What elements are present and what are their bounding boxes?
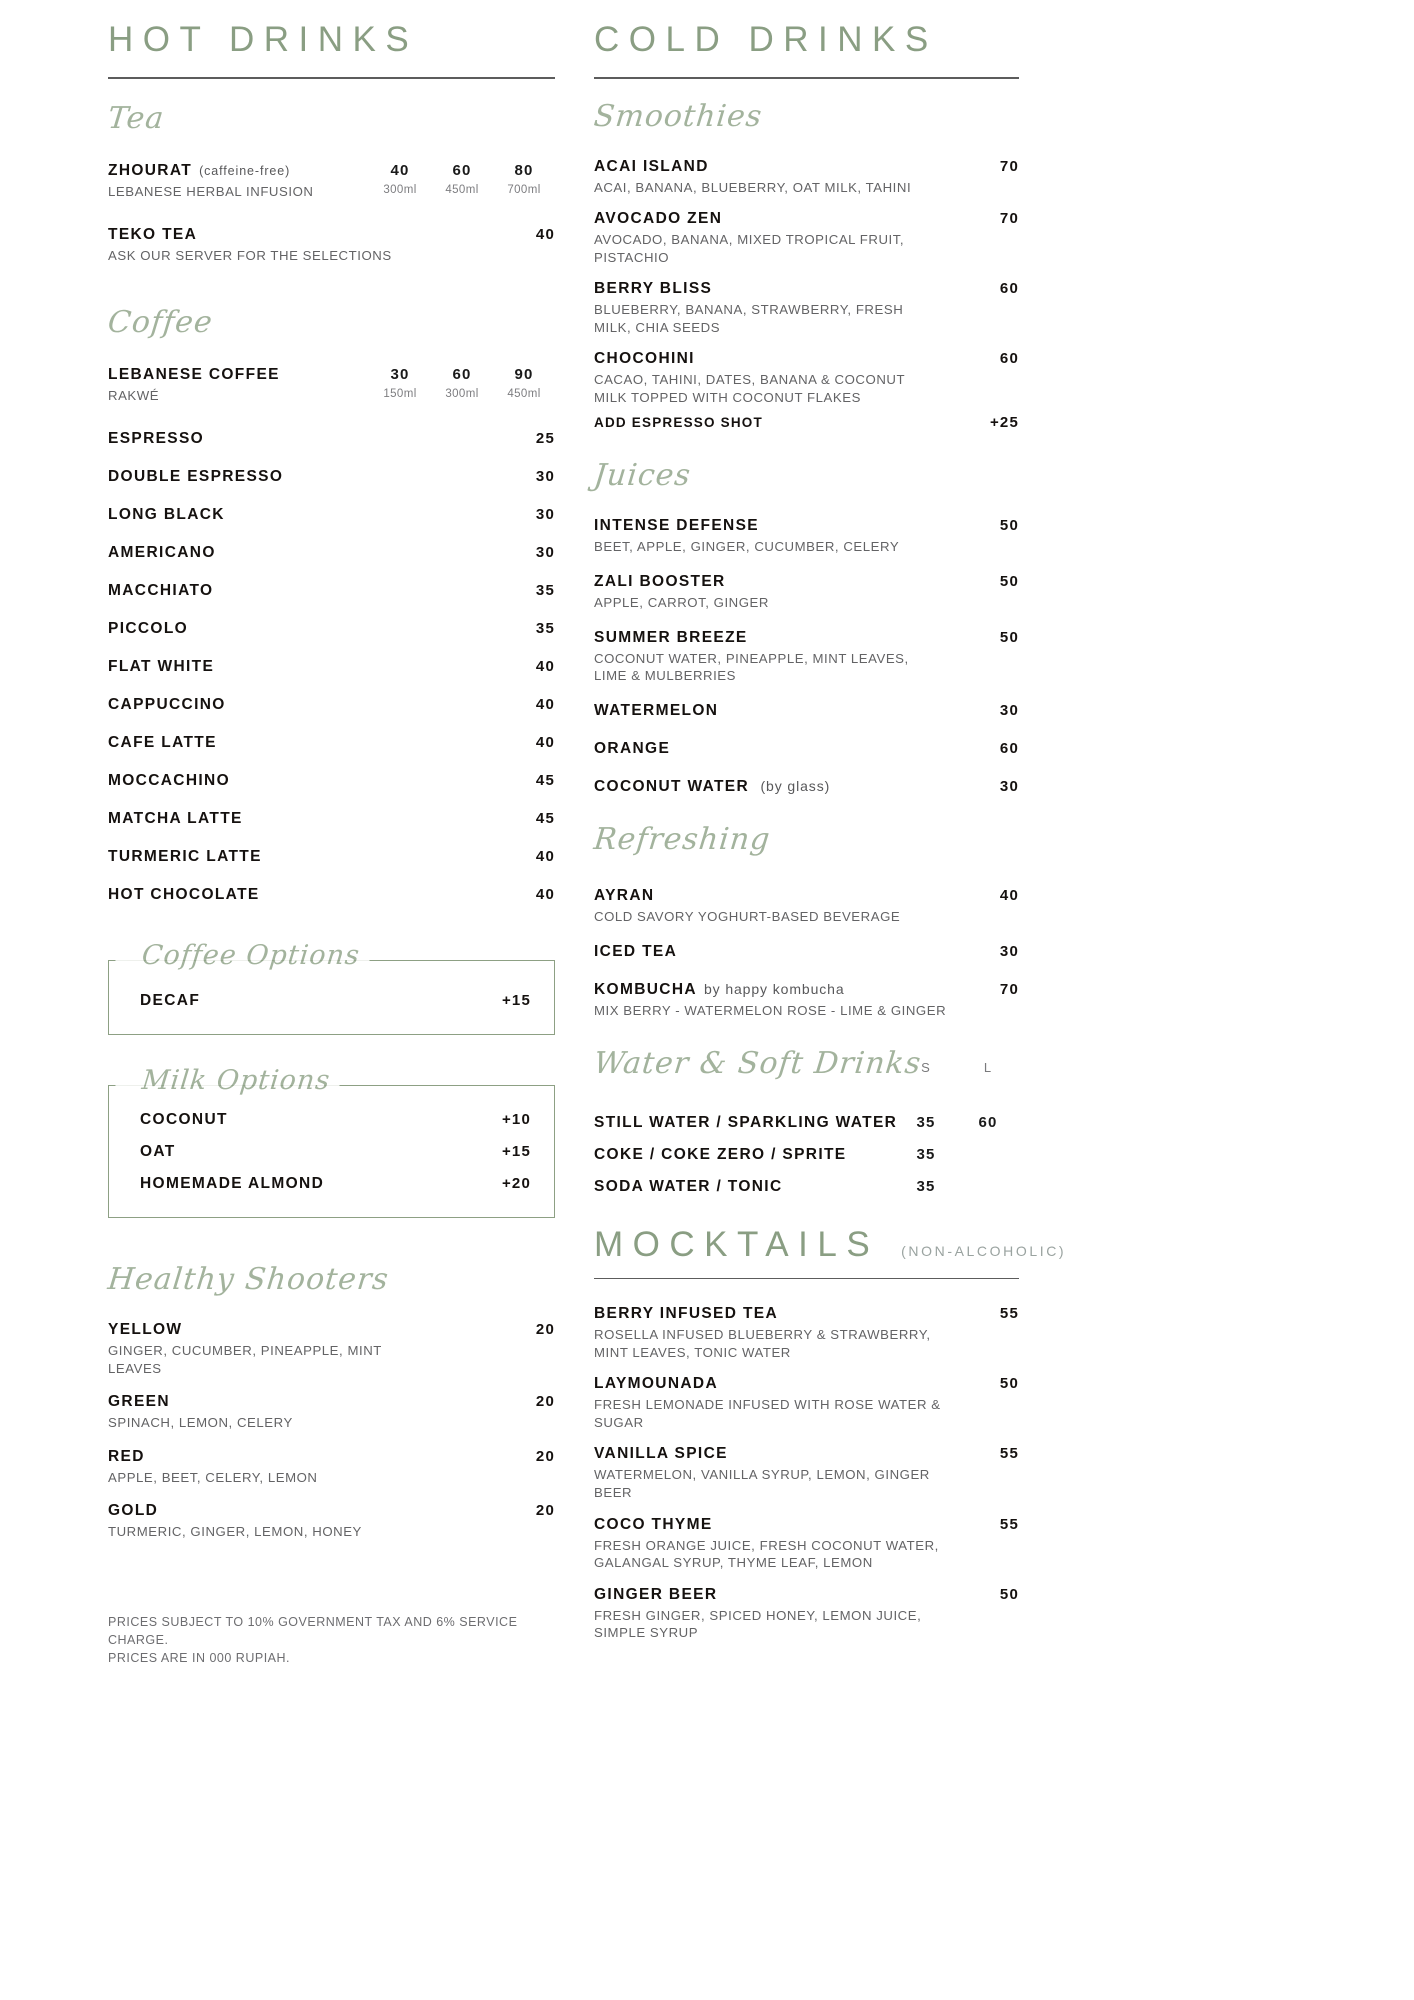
item-price: 40	[535, 696, 555, 714]
price-value: 90	[514, 365, 534, 383]
item-description: BLUEBERRY, BANANA, STRAWBERRY, FRESH MILK, CHIA SEEDS	[594, 302, 904, 335]
size-col-l: L	[983, 1059, 993, 1075]
item-name: BERRY INFUSED TEA	[594, 1305, 778, 1323]
item-name: ORANGE	[594, 739, 671, 757]
item-name: STILL WATER / SPARKLING WATER	[594, 1113, 898, 1131]
mocktails-banner	[594, 1224, 1067, 1280]
menu-row-soda-tonic	[594, 1171, 1019, 1203]
price-column	[493, 162, 555, 196]
menu-row	[108, 762, 555, 800]
menu-item-acai-island	[594, 158, 1019, 197]
price-unit: 300ml	[383, 183, 417, 196]
option-row-almond	[140, 1168, 531, 1200]
item-description: GINGER, CUCUMBER, PINEAPPLE, MINT LEAVES	[108, 1343, 382, 1376]
item-price: 45	[535, 810, 555, 828]
option-price: +20	[501, 1175, 531, 1193]
menu-item-vanilla-spice	[594, 1445, 1019, 1501]
item-name: LONG BLACK	[108, 506, 225, 524]
item-name: COKE / COKE ZERO / SPRITE	[594, 1145, 847, 1163]
item-price: 45	[535, 772, 555, 790]
item-description: SPINACH, LEMON, CELERY	[108, 1415, 293, 1431]
option-name: OAT	[140, 1143, 176, 1161]
milk-options-box	[108, 1065, 555, 1218]
menu-item-coco-thyme	[594, 1516, 1019, 1572]
item-price: 40	[535, 658, 555, 676]
item-note: (by glass)	[760, 777, 831, 794]
menu-row	[108, 572, 555, 610]
price-value: 60	[452, 161, 472, 179]
item-price: 30	[535, 544, 555, 562]
hot-drinks-column	[108, 0, 555, 1667]
item-name: MACCHIATO	[108, 582, 214, 600]
item-note: (caffeine-free)	[199, 163, 291, 178]
item-name: AMERICANO	[108, 544, 216, 562]
mocktails-list	[594, 1305, 1019, 1641]
item-price: 30	[999, 701, 1019, 719]
item-name: CAFE LATTE	[108, 734, 217, 752]
menu-item-gold	[108, 1502, 555, 1541]
option-price: +10	[501, 1111, 531, 1129]
cold-drinks-title: COLD DRINKS	[594, 20, 938, 59]
menu-row	[108, 648, 555, 686]
item-name: SUMMER BREEZE	[594, 628, 748, 646]
menu-item-summer-breeze	[594, 629, 1019, 685]
price-small: 35	[916, 1145, 936, 1163]
option-name: COCONUT	[140, 1111, 228, 1129]
cold-drinks-rule	[594, 77, 1019, 79]
price-value: 30	[390, 365, 410, 383]
price-small: 35	[916, 1113, 936, 1131]
coffee-list	[108, 420, 555, 914]
item-name: SODA WATER / TONIC	[594, 1177, 783, 1195]
price-large	[957, 1171, 1019, 1203]
item-name: AVOCADO ZEN	[594, 210, 723, 228]
item-price: 25	[535, 430, 555, 448]
juices-script-heading: Juices	[592, 458, 693, 494]
item-price: 70	[999, 210, 1019, 228]
item-price: 50	[999, 1585, 1019, 1603]
item-price: 20	[535, 1502, 555, 1520]
item-description: TURMERIC, GINGER, LEMON, HONEY	[108, 1524, 362, 1540]
size-columns-header	[895, 1060, 1019, 1075]
menu-item-orange	[594, 740, 1019, 758]
item-price: 20	[535, 1393, 555, 1411]
shooters-list	[108, 1321, 555, 1541]
price-group	[895, 1107, 1019, 1139]
item-name: BERRY BLISS	[594, 280, 713, 298]
menu-item-lebanese-coffee	[108, 366, 555, 405]
menu-row	[108, 534, 555, 572]
menu-item-watermelon	[594, 702, 1019, 720]
menu-row	[108, 800, 555, 838]
mocktails-title: MOCKTAILS	[594, 1224, 880, 1264]
item-price: 55	[999, 1445, 1019, 1463]
menu-item-coconut-water	[594, 778, 1019, 796]
addon-name: ADD ESPRESSO SHOT	[594, 415, 763, 431]
menu-item-ginger-beer	[594, 1586, 1019, 1642]
item-description: FRESH ORANGE JUICE, FRESH COCONUT WATER, GALANGAL SYRUP, THYME LEAF, LEMON	[594, 1537, 939, 1571]
price-group	[895, 1139, 1019, 1171]
item-name: LEBANESE COFFEE	[108, 365, 280, 383]
menu-row	[108, 838, 555, 876]
refreshing-list	[594, 887, 1019, 1020]
item-price: 60	[999, 739, 1019, 757]
item-description: APPLE, BEET, CELERY, LEMON	[108, 1469, 318, 1485]
item-price: 60	[999, 350, 1019, 368]
menu-item-berry-bliss	[594, 280, 1019, 336]
item-name: ICED TEA	[594, 943, 678, 961]
menu-item-green	[108, 1393, 555, 1432]
price-unit: 700ml	[507, 183, 541, 196]
item-price: 50	[999, 1375, 1019, 1393]
item-name: ZALI BOOSTER	[594, 572, 726, 590]
item-price: 30	[535, 468, 555, 486]
item-name: INTENSE DEFENSE	[594, 517, 759, 535]
item-name: ESPRESSO	[108, 430, 205, 448]
price-column	[493, 366, 555, 400]
price-footnote	[108, 1613, 555, 1667]
item-description: WATERMELON, VANILLA SYRUP, LEMON, GINGER BEER	[594, 1467, 930, 1501]
item-name: PICCOLO	[108, 620, 189, 638]
cold-drinks-column	[592, 0, 1067, 1646]
item-price: 55	[999, 1515, 1019, 1533]
footnote-line-1: PRICES SUBJECT TO 10% GOVERNMENT TAX AND 6% SERVICE CHARGE.	[108, 1614, 518, 1648]
item-name: HOT CHOCOLATE	[108, 886, 260, 904]
option-row-decaf	[140, 985, 531, 1017]
tea-script-heading: Tea	[106, 100, 167, 136]
price-value: 60	[452, 365, 472, 383]
juices-list	[594, 517, 1019, 795]
size-col-s: S	[921, 1059, 931, 1075]
menu-row	[108, 686, 555, 724]
price-small: 35	[916, 1177, 936, 1195]
price-group	[369, 366, 555, 400]
menu-item-add-espresso-shot	[594, 414, 1019, 432]
item-price: 35	[535, 620, 555, 638]
option-name: DECAF	[140, 992, 201, 1010]
shooters-script-heading: Healthy Shooters	[106, 1262, 391, 1298]
item-name: RED	[108, 1447, 145, 1465]
item-description: ACAI, BANANA, BLUEBERRY, OAT MILK, TAHINI	[594, 179, 912, 195]
price-column	[369, 366, 431, 400]
menu-row-coke	[594, 1139, 1019, 1171]
smoothies-script-heading: Smoothies	[592, 98, 765, 134]
menu-row	[108, 610, 555, 648]
price-column	[369, 162, 431, 196]
price-column	[431, 366, 493, 400]
item-name: CAPPUCCINO	[108, 696, 226, 714]
menu-row	[108, 458, 555, 496]
footnote-line-2: PRICES ARE IN 000 RUPIAH.	[108, 1651, 291, 1666]
item-price: 30	[535, 506, 555, 524]
menu-row	[108, 876, 555, 914]
item-name: GINGER BEER	[594, 1585, 718, 1603]
menu-row	[108, 496, 555, 534]
price-value: 40	[390, 161, 410, 179]
item-name: MATCHA LATTE	[108, 810, 243, 828]
price-large	[957, 1139, 1019, 1171]
menu-item-intense-defense	[594, 517, 1019, 556]
item-description: COCONUT WATER, PINEAPPLE, MINT LEAVES, LIME & MULBERRIES	[594, 650, 909, 684]
menu-item-iced-tea	[594, 943, 1019, 961]
mocktails-subtitle: (NON-ALCOHOLIC)	[901, 1242, 1067, 1259]
menu-item-teko-tea	[108, 226, 555, 265]
item-name: CHOCOHINI	[594, 350, 695, 368]
price-group	[895, 1171, 1019, 1203]
item-name: LAYMOUNADA	[594, 1375, 719, 1393]
price-column	[431, 162, 493, 196]
menu-row	[108, 420, 555, 458]
menu-item-berry-infused-tea	[594, 1305, 1019, 1361]
item-price: 50	[999, 628, 1019, 646]
price-unit: 450ml	[507, 387, 541, 400]
water-list	[594, 1107, 1019, 1203]
item-description: FRESH LEMONADE INFUSED WITH ROSE WATER & SUGAR	[594, 1397, 941, 1430]
menu-item-laymounada	[594, 1375, 1019, 1431]
smoothies-list	[594, 158, 1019, 433]
price-value: 80	[514, 161, 534, 179]
item-price: 60	[999, 280, 1019, 298]
water-soft-drinks-script-heading: Water & Soft Drinks	[592, 1045, 924, 1081]
item-description: CACAO, TAHINI, DATES, BANANA & COCONUT MILK TOPPED WITH COCONUT FLAKES	[594, 372, 905, 405]
coffee-options-box	[108, 940, 555, 1035]
item-name: GREEN	[108, 1393, 170, 1411]
item-price: 20	[535, 1447, 555, 1465]
option-row-oat	[140, 1136, 531, 1168]
hot-drinks-banner	[108, 22, 555, 79]
item-description: AVOCADO, BANANA, MIXED TROPICAL FRUIT, PISTACHIO	[594, 232, 905, 265]
option-price: +15	[501, 992, 531, 1010]
item-name: COCONUT WATER	[594, 777, 750, 795]
item-name: ZHOURAT	[108, 161, 193, 179]
item-price: 30	[999, 777, 1019, 795]
item-price: 50	[999, 517, 1019, 535]
item-price: 40	[535, 886, 555, 904]
item-description: ASK OUR SERVER FOR THE SELECTIONS	[108, 248, 392, 264]
item-price: 40	[535, 848, 555, 866]
coffee-options-label: Coffee Options	[114, 940, 371, 971]
item-name: GOLD	[108, 1502, 159, 1520]
item-price: 20	[535, 1321, 555, 1339]
item-price: 40	[999, 886, 1019, 904]
item-note: by happy kombucha	[703, 981, 845, 998]
item-name: TEKO TEA	[108, 226, 198, 244]
price-unit: 300ml	[445, 387, 479, 400]
item-name: MOCCACHINO	[108, 772, 230, 790]
menu-item-zali-booster	[594, 573, 1019, 612]
menu-row	[108, 724, 555, 762]
item-name: YELLOW	[108, 1321, 183, 1339]
item-name: FLAT WHITE	[108, 658, 215, 676]
item-price: 35	[535, 582, 555, 600]
option-price: +15	[501, 1143, 531, 1161]
item-name: KOMBUCHA	[594, 981, 697, 999]
item-description: COLD SAVORY YOGHURT-BASED BEVERAGE	[594, 908, 901, 924]
item-name: WATERMELON	[594, 701, 719, 719]
item-price: 40	[535, 734, 555, 752]
price-unit: 450ml	[445, 183, 479, 196]
item-price: 55	[999, 1305, 1019, 1323]
item-name: ACAI ISLAND	[594, 157, 709, 175]
cold-drinks-banner	[594, 22, 1019, 79]
item-name: DOUBLE ESPRESSO	[108, 468, 284, 486]
menu-item-red	[108, 1448, 555, 1487]
refreshing-script-heading: Refreshing	[592, 821, 773, 857]
menu-item-zhourat	[108, 162, 555, 201]
hot-drinks-title: HOT DRINKS	[108, 20, 419, 59]
item-price: 30	[999, 943, 1019, 961]
item-price: 70	[999, 981, 1019, 999]
item-description: FRESH GINGER, SPICED HONEY, LEMON JUICE, SIMPLE SYRUP	[594, 1607, 922, 1641]
item-description: APPLE, CARROT, GINGER	[594, 594, 769, 610]
menu-item-yellow	[108, 1321, 555, 1377]
menu-item-ayran	[594, 887, 1019, 926]
item-price: 40	[535, 226, 555, 244]
milk-options-label: Milk Options	[114, 1065, 342, 1096]
option-name: HOMEMADE ALMOND	[140, 1175, 325, 1193]
item-description: LEBANESE HERBAL INFUSION	[108, 183, 314, 199]
item-name: COCO THYME	[594, 1515, 713, 1533]
item-price: 50	[999, 572, 1019, 590]
price-unit: 150ml	[383, 387, 417, 400]
item-name: AYRAN	[594, 886, 655, 904]
menu-row-still-sparkling	[594, 1107, 1019, 1139]
price-group	[369, 162, 555, 196]
item-name: TURMERIC LATTE	[108, 848, 262, 866]
item-name: VANILLA SPICE	[594, 1445, 728, 1463]
item-description: RAKWÉ	[108, 387, 160, 403]
hot-drinks-rule	[108, 77, 555, 79]
option-row-coconut	[140, 1104, 531, 1136]
menu-item-chocohini	[594, 350, 1019, 406]
item-price: 70	[999, 157, 1019, 175]
addon-price: +25	[989, 414, 1019, 432]
price-large: 60	[978, 1113, 998, 1131]
item-description: MIX BERRY - WATERMELON ROSE - LIME & GINGER	[594, 1003, 947, 1019]
item-description: ROSELLA INFUSED BLUEBERRY & STRAWBERRY, MINT LEAVES, TONIC WATER	[594, 1327, 931, 1360]
coffee-script-heading: Coffee	[106, 304, 215, 340]
menu-item-kombucha	[594, 981, 1019, 1020]
mocktails-rule	[594, 1278, 1019, 1280]
item-description: BEET, APPLE, GINGER, CUCUMBER, CELERY	[594, 539, 900, 555]
menu-item-avocado-zen	[594, 210, 1019, 266]
